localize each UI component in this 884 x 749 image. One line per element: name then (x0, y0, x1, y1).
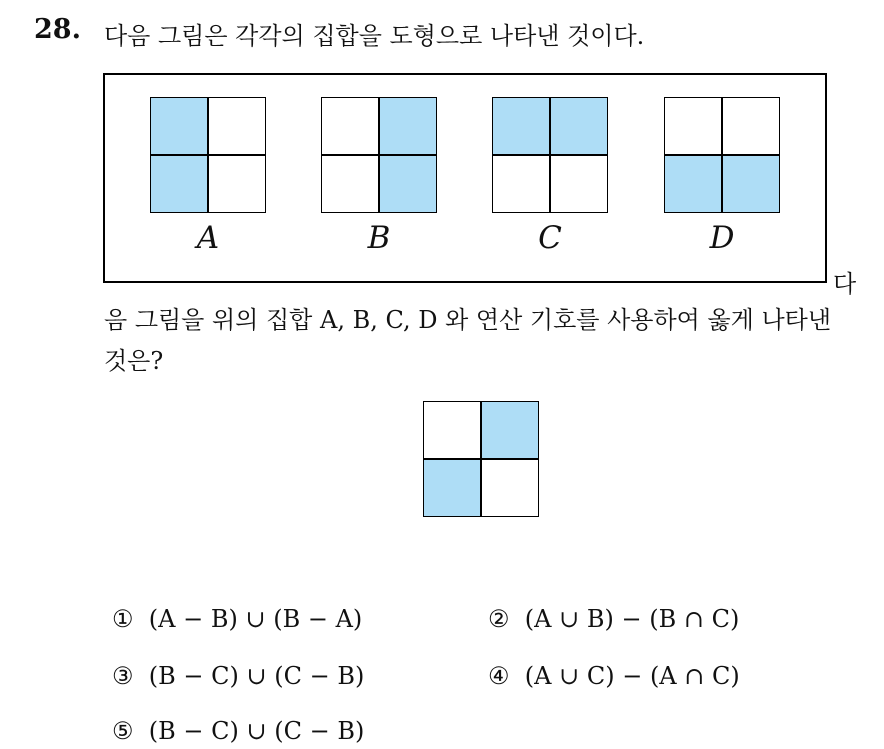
figure-d-cell-bottom-right (722, 155, 780, 213)
figure-b-cell-bottom-right (379, 155, 437, 213)
figure-b-cell-top-right (379, 97, 437, 155)
option-2[interactable] (488, 605, 739, 633)
figure-c-cell-top-left (492, 97, 550, 155)
figure-d-label: D (709, 220, 735, 256)
figure-d-cell-top-right (722, 97, 780, 155)
option-1[interactable] (112, 605, 362, 633)
target-figure-grid (423, 401, 539, 517)
option-1-mark: ① (112, 605, 134, 633)
target-cell-bottom-right (481, 459, 539, 517)
option-5[interactable] (112, 717, 364, 745)
option-5-mark: ⑤ (112, 717, 134, 745)
option-3-mark: ③ (112, 662, 134, 690)
figure-a-cell-top-right (208, 97, 266, 155)
target-cell-top-left (423, 401, 481, 459)
option-4-text: (A ∪ C) − (A ∩ C) (524, 662, 740, 690)
target-cell-bottom-left (423, 459, 481, 517)
question-stem: 다음 그림은 각각의 집합을 도형으로 나타낸 것이다. (104, 22, 645, 50)
figure-c-grid (492, 97, 608, 213)
figure-b-label: B (367, 220, 391, 256)
figure-a-grid (150, 97, 266, 213)
figure-c-cell-bottom-left (492, 155, 550, 213)
figure-box (103, 73, 827, 283)
option-2-mark: ② (488, 605, 510, 633)
figure-b-cell-bottom-left (321, 155, 379, 213)
option-2-text: (A ∪ B) − (B ∩ C) (524, 605, 740, 633)
figure-a-cell-bottom-left (150, 155, 208, 213)
figure-b-grid (321, 97, 437, 213)
question-number: 28. (34, 14, 81, 45)
figure-a-cell-top-left (150, 97, 208, 155)
question-line-2: 음 그림을 위의 집합 A, B, C, D 와 연산 기호를 사용하여 옳게 나타낸 (104, 306, 832, 334)
figure-c-cell-bottom-right (550, 155, 608, 213)
target-cell-top-right (481, 401, 539, 459)
figure-c-cell-top-right (550, 97, 608, 155)
option-3[interactable] (112, 662, 364, 690)
question-line-3: 것은? (104, 347, 164, 375)
figure-b-cell-top-left (321, 97, 379, 155)
option-1-text: (A − B) ∪ (B − A) (148, 605, 363, 633)
figure-a-cell-bottom-right (208, 155, 266, 213)
figure-d-cell-bottom-left (664, 155, 722, 213)
option-4-mark: ④ (488, 662, 510, 690)
option-3-text: (B − C) ∪ (C − B) (148, 662, 365, 690)
figure-d-grid (664, 97, 780, 213)
figure-d-cell-top-left (664, 97, 722, 155)
figure-c-label: C (538, 220, 562, 256)
option-5-text: (B − C) ∪ (C − B) (148, 717, 365, 745)
option-4[interactable] (488, 662, 740, 690)
wrapped-text-fragment: 다 (833, 270, 857, 298)
figure-a-label: A (196, 220, 220, 256)
